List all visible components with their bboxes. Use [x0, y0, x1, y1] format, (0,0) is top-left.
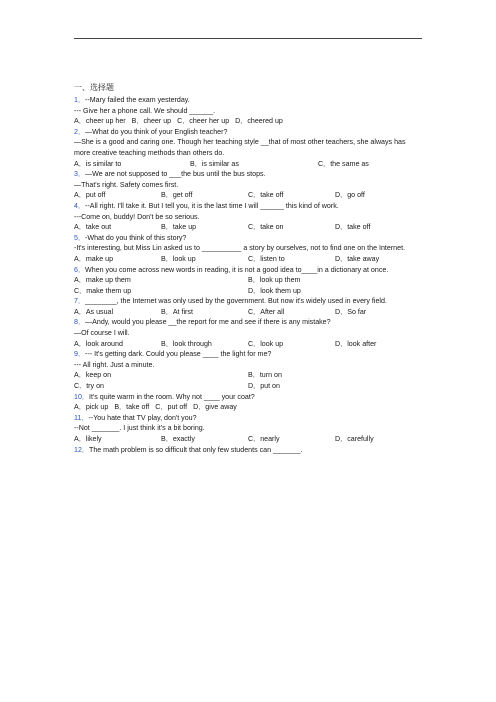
question-text: —Andy, would you please __the report for me and see if there is any mistake?: [85, 318, 331, 327]
answer-option[interactable]: D．take away: [335, 254, 380, 263]
answer-options: [74, 339, 422, 350]
answer-option[interactable]: C．After all: [248, 307, 285, 316]
answer-option[interactable]: D．put on: [248, 382, 280, 391]
answer-option[interactable]: D．look them up: [248, 286, 301, 295]
answer-option[interactable]: A．make up: [74, 254, 114, 263]
question-line: [74, 243, 422, 254]
answer-option[interactable]: A．take out: [74, 223, 112, 232]
question-text: —We are not supposed to ___the bus until the bus stops.: [85, 170, 266, 179]
section-title: 一、选择题: [74, 83, 114, 92]
question-stem: [74, 127, 422, 138]
question-number: 4．: [74, 201, 86, 210]
question-number: 10．: [74, 392, 89, 401]
answer-option[interactable]: A．make up them: [74, 276, 131, 285]
question-stem: [74, 317, 422, 328]
answer-options: [74, 190, 422, 201]
question-text: The math problem is so difficult that only few students can _______.: [88, 445, 303, 454]
answer-options: [74, 370, 422, 381]
question-item: [74, 392, 422, 413]
answer-option[interactable]: C．look up: [248, 339, 284, 348]
question-text: --You hate that TV play, don't you?: [88, 413, 197, 422]
question-line: [74, 328, 422, 339]
question-text: When you come across new words in reading, it is not a good idea to____in a dictionary at once.: [85, 265, 389, 274]
answer-option[interactable]: B．At first: [161, 307, 193, 316]
answer-options: [74, 254, 422, 265]
question-text: --All right. I'll take it. But I tell you, it is the last time I will ______ this kind of work.: [85, 201, 339, 210]
answer-option[interactable]: A．pick up: [74, 403, 109, 412]
answer-option[interactable]: D．take off: [335, 223, 371, 232]
question-stem: [74, 233, 422, 244]
question-line: [74, 106, 422, 117]
answer-option[interactable]: C．nearly: [248, 435, 280, 443]
question-item: [74, 265, 422, 297]
question-item: [74, 127, 422, 169]
question-text: --- Give her a phone call. We should ______.: [74, 106, 216, 115]
question-number: 9．: [74, 350, 86, 359]
answer-option[interactable]: C．try on: [74, 382, 104, 391]
answer-options: [74, 286, 422, 297]
question-item: [74, 201, 422, 233]
question-text: --- All right. Just a minute.: [74, 360, 155, 369]
question-line: [74, 423, 422, 434]
answer-option[interactable]: A．keep on: [74, 371, 112, 380]
answer-options: [74, 307, 422, 318]
answer-option[interactable]: C．listen to: [248, 254, 285, 263]
question-item: [74, 445, 422, 456]
answer-option[interactable]: C．cheer her up: [177, 117, 230, 126]
answer-options: [74, 275, 422, 286]
answer-option[interactable]: D．give away: [193, 403, 237, 412]
question-text: —That's right. Safety comes first.: [74, 180, 179, 189]
question-text: --Not _______. I just think it's a bit boring.: [74, 424, 205, 433]
answer-option[interactable]: C．the same as: [318, 159, 369, 168]
question-number: 6．: [74, 265, 86, 274]
answer-option[interactable]: B．turn on: [248, 371, 282, 380]
question-number: 11．: [74, 413, 89, 422]
answer-option[interactable]: B．take up: [161, 223, 197, 232]
answer-option[interactable]: A．cheer up her: [74, 117, 126, 126]
answer-option[interactable]: B．cheer up: [131, 117, 172, 126]
question-text: ________, the Internet was only used by the government. But now it's widely used in every field.: [85, 297, 387, 306]
question-item: [74, 233, 422, 265]
answer-option[interactable]: D．look after: [335, 339, 377, 348]
answer-option[interactable]: A．look around: [74, 339, 123, 348]
question-item: [74, 317, 422, 349]
answer-option[interactable]: D．carefully: [335, 435, 374, 443]
question-line: [74, 180, 422, 191]
answer-option[interactable]: C．take on: [248, 223, 284, 232]
question-text: --- It's getting dark. Could you please ____ the light for me?: [85, 350, 272, 359]
question-item: [74, 95, 422, 127]
question-text: —She is a good and caring one. Though her teaching style __that of most other teachers, she always has more creative teaching methods than others do.: [74, 138, 406, 157]
question-text: —Of course I will.: [74, 329, 130, 338]
answer-option[interactable]: B．take off: [114, 403, 150, 412]
question-number: 3．: [74, 170, 86, 179]
question-stem: [74, 201, 422, 212]
answer-option[interactable]: B．is similar as: [190, 159, 239, 168]
answer-option[interactable]: B．look up them: [248, 276, 301, 285]
question-item: [74, 413, 422, 445]
question-number: 8．: [74, 318, 86, 327]
question-text: It's quite warm in the room. Why not ____ your coat?: [88, 392, 255, 401]
answer-option[interactable]: D．go off: [335, 191, 365, 200]
question-stem: [74, 95, 422, 106]
question-item: [74, 169, 422, 201]
question-stem: [74, 349, 422, 360]
question-text: ---Come on, buddy! Don't be so serious.: [74, 212, 200, 221]
question-stem: [74, 413, 422, 424]
answer-option[interactable]: C．take off: [248, 191, 284, 200]
answer-options: [74, 159, 422, 170]
answer-options: [74, 381, 422, 392]
answer-option[interactable]: B．get off: [161, 191, 193, 200]
question-stem: [74, 445, 422, 456]
question-stem: [74, 392, 422, 403]
question-number: 2．: [74, 127, 86, 136]
question-number: 12．: [74, 445, 89, 454]
question-stem: [74, 265, 422, 276]
question-line: [74, 212, 422, 223]
question-line: [74, 137, 422, 158]
answer-option[interactable]: A．As usual: [74, 307, 114, 316]
answer-options: [74, 402, 422, 413]
answer-option[interactable]: B．exactly: [161, 435, 195, 443]
question-text: —What do you think of your English teacher?: [85, 127, 228, 136]
question-number: 1．: [74, 96, 86, 104]
question-line: [74, 360, 422, 371]
question-number: 7．: [74, 297, 86, 306]
question-text: --Mary failed the exam yesterday.: [85, 96, 190, 104]
answer-options: [74, 222, 422, 233]
answer-options: [74, 434, 422, 445]
question-number: 5．: [74, 233, 86, 242]
question-list: [74, 82, 422, 455]
answer-option[interactable]: D．So far: [335, 307, 367, 316]
answer-option[interactable]: B．look through: [161, 339, 212, 348]
answer-option[interactable]: C．make them up: [74, 286, 132, 295]
answer-option[interactable]: D．cheered up: [235, 117, 283, 126]
answer-option[interactable]: B．look up: [161, 254, 196, 263]
question-item: [74, 349, 422, 391]
question-stem: [74, 296, 422, 307]
question-item: [74, 296, 422, 317]
answer-options: [74, 116, 422, 127]
answer-option[interactable]: A．is similar to: [74, 159, 122, 168]
header-rule: [74, 38, 422, 39]
answer-option[interactable]: A．likely: [74, 435, 102, 443]
question-text: -It's interesting, but Miss Lin asked us to __________ a story by ourselves, not to find one on the Internet.: [74, 244, 406, 253]
question-stem: [74, 169, 422, 180]
question-text: -What do you think of this story?: [85, 233, 187, 242]
answer-option[interactable]: A．put off: [74, 191, 106, 200]
answer-option[interactable]: C．put off: [155, 403, 188, 412]
